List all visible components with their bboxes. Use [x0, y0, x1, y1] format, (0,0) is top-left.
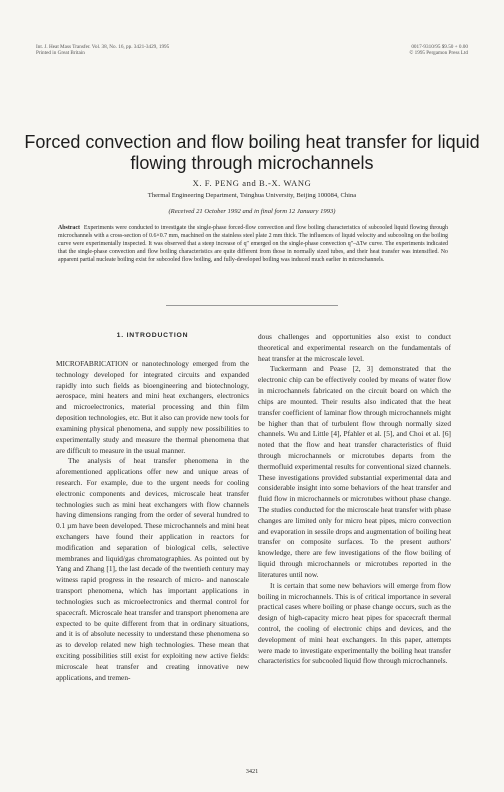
copyright-block [409, 44, 468, 57]
abstract [58, 224, 448, 264]
paragraph: The analysis of heat transfer phenomena in the aforementioned applications offer new and unique areas of research. For example, due to the urgent needs for cooling electronic components and devices, microscale heat transfer technologies such as mini heat exchangers with flow channels having dimensions ranging from the order of several hundred to 0.1 µm have been developed. These microchannels and mini heat exchangers have found their application in reactors for modification and separation of biological cells, selective membranes and liquid/gas chromatographies. As pointed out by Yang and Zhang [1], the last decade of the twentieth century may witness rapid progress in the research of micro- and nanoscale transport phenomena, which has important applications in technologies such as microelectronics and thermal control for spacecraft. Microscale heat transfer and transport phenomena are expected to be quite different from that in ordinary situations, and it is of absolute necessity to understand these phenomena so as to develop related new high technologies. These mean that exciting possibilities still exist for exploiting new active fields: microscale heat transfer and creating innovative new applications, and tremen- [56, 456, 249, 682]
journal-citation-line: Int. J. Heat Mass Transfer. Vol. 38, No. 16, pp. 3421-3429, 1995 [36, 44, 170, 50]
page-number: 3421 [245, 768, 259, 775]
abstract-text: Experiments were conducted to investigate the single-phase forced-flow convection and flow boiling characteristics of subcooled liquid flowing through microchannels with a cross-section of 0.6×0.7 mm, machined on the stainless steel plate 2 mm thick. The influences of liquid velocity and subcooling on the boiling curve were experimentally inspected. It was observed that a steep increase of q″ emerged on the single-phase convection q″–ΔTw curve. The experiments indicated that the single-phase convection and flow boiling characteristics are quite different from those in normally sized tubes, and their heat transfer was intensified. No apparent partial nucleate boiling exist for subcooled flow boiling, and fully-developed boiling was induced much earlier in microchannels. [58, 225, 448, 264]
abstract-label: Abstract [58, 225, 80, 231]
journal-citation [36, 44, 169, 57]
paper-title: Forced convection and flow boiling heat transfer for liquid flowing through microchannels [24, 132, 480, 173]
left-column [56, 331, 249, 683]
price-code: 0017-9310/95 $9.50 + 0.00 [411, 44, 468, 50]
paragraph: dous challenges and opportunities also exist to conduct theoretical and experimental research on the fundamentals of heat transfer at the microscale level. [258, 332, 451, 363]
affiliation: Thermal Engineering Department, Tsinghua University, Beijing 100084, China [147, 192, 357, 199]
paragraph: MICROFABRICATION or nanotechnology emerged from the technology developed for integrated circuits and expanded rapidly into such fields as bioengineering and biotechnology, aerospace, mini heaters and mini heat exchangers, electronics and microelectronics, material processing and thin film deposition technologies, etc. But it also can provide new tools for examining physical phenomena, and supply new possibilities to experimentally study and measure the thermal phenomena that are difficult to measure in the usual manner. [56, 359, 249, 455]
copyright-line: © 1995 Pergamon Press Ltd [409, 50, 468, 57]
abstract-divider [166, 305, 338, 306]
authors: X. F. PENG and B.-X. WANG [192, 178, 312, 188]
section-heading: 1. INTRODUCTION [116, 332, 189, 339]
paragraph: It is certain that some new behaviors will emerge from flow boiling in microchannels. This is of critical importance in several practical cases where boiling or phase change occurs, such as the design of high-capacity micro heat pipes for spacecraft thermal control, the cooling of electronic chips and devices, and the development of mini heat exchangers. In this paper, attempts were made to investigate experimentally the boiling heat transfer characteristics for subcooled liquid flow through microchannels. [258, 580, 451, 666]
printed-in-line: Printed in Great Britain [36, 50, 85, 57]
paragraph: Tuckermann and Pease [2, 3] demonstrated that the electronic chip can be effectively cooled by means of water flow in microchannels fabricated on the circuit board on which the chips are mounted. Their results also indicated that the heat transfer coefficient of laminar flow through microchannels might be higher than that of turbulent flow through normally sized channels. Wu and Little [4], Pfahler et al. [5], and Choi et al. [6] noted that the flow and heat transfer characteristics of fluid through microchannels or microtubes departs from the thermofluid experimental results for conventional sized channels. These investigations provided substantial experimental data and considerable insight into some behaviors of the heat transfer and fluid flow in microchannels or microtubes without phase change. The studies conducted for the microscale heat transfer with phase changes are limited only for micro heat pipes, micro convection and evaporation in sessile drops and augmentation of boiling heat transfer on composite surfaces. To the present authors' knowledge, there are few investigations of the flow boiling of liquid through microchannels or microtubes reported in the literatures until now. [258, 364, 451, 579]
received-dates: (Received 21 October 1992 and in final form 12 January 1993) [168, 208, 336, 215]
right-column [258, 332, 451, 667]
